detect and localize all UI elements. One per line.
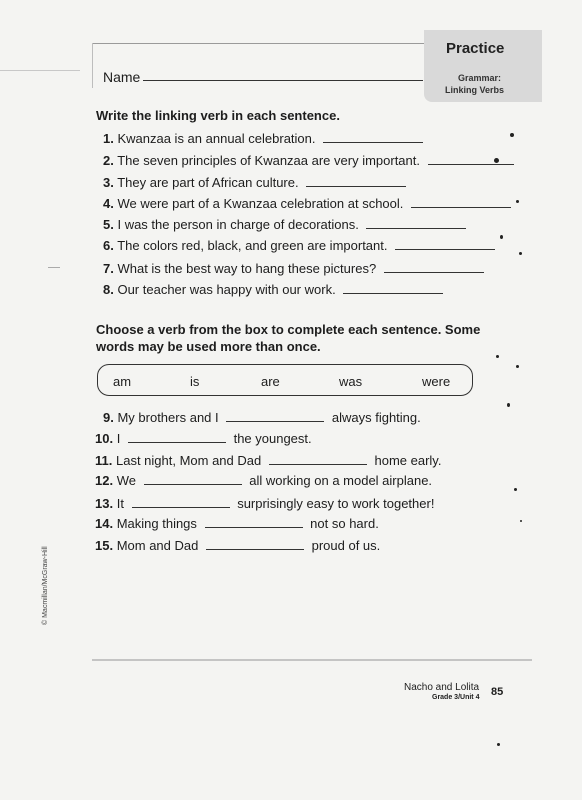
scan-speck xyxy=(516,365,519,368)
item-number: 8. xyxy=(103,282,114,297)
list-item xyxy=(103,410,421,425)
answer-blank[interactable] xyxy=(343,292,443,294)
answer-blank[interactable] xyxy=(411,206,511,208)
answer-blank[interactable] xyxy=(128,441,226,443)
item-number: 3. xyxy=(103,175,114,190)
item-text: Kwanzaa is an annual celebration. xyxy=(117,131,316,146)
name-field[interactable] xyxy=(143,80,423,81)
item-number: 9. xyxy=(103,410,114,425)
list-item xyxy=(103,282,443,297)
item-number: 4. xyxy=(103,196,114,211)
item-text: What is the best way to hang these pictures? xyxy=(117,261,377,276)
list-item xyxy=(95,538,380,553)
answer-blank[interactable] xyxy=(384,271,484,273)
answer-blank[interactable] xyxy=(226,420,324,422)
list-item xyxy=(103,217,466,232)
item-number: 11. xyxy=(95,453,113,468)
practice-subtitle-line1: Grammar: xyxy=(458,73,502,83)
word-box-item: were xyxy=(422,374,451,389)
scan-margin-line xyxy=(0,70,80,71)
story-title: Nacho and Lolita xyxy=(404,682,480,693)
list-item xyxy=(103,238,495,253)
scan-speck xyxy=(500,235,503,239)
item-number: 7. xyxy=(103,261,114,276)
answer-blank[interactable] xyxy=(366,227,466,229)
answer-blank[interactable] xyxy=(132,506,230,508)
scan-speck xyxy=(507,403,510,407)
list-item xyxy=(95,516,379,531)
list-item xyxy=(103,153,514,168)
scan-speck xyxy=(516,200,519,203)
footer-rule xyxy=(92,659,532,661)
practice-subtitle xyxy=(445,72,505,96)
scan-speck xyxy=(519,252,522,255)
word-box-item: was xyxy=(339,374,363,389)
item-number: 13. xyxy=(95,496,114,511)
item-number: 6. xyxy=(103,238,114,253)
item-number: 14. xyxy=(95,516,114,531)
scan-speck xyxy=(496,355,499,358)
item-text: The colors red, black, and green are important. xyxy=(117,238,388,253)
list-item xyxy=(103,175,406,190)
item-text-after: proud of us. xyxy=(311,538,381,553)
section2-instruction-line2: words may be used more than once. xyxy=(96,339,321,354)
list-item xyxy=(95,453,441,468)
item-text-before: It xyxy=(116,496,124,511)
item-text-before: We xyxy=(116,473,136,488)
answer-blank[interactable] xyxy=(205,526,303,528)
list-item xyxy=(95,431,312,446)
item-number: 1. xyxy=(103,131,114,146)
word-box-item: are xyxy=(261,374,280,389)
item-text: The seven principles of Kwanzaa are very important. xyxy=(117,153,420,168)
list-item xyxy=(103,261,484,276)
item-number: 5. xyxy=(103,217,114,232)
copyright-notice: © Macmillan/McGraw-Hill xyxy=(42,546,49,625)
answer-blank[interactable] xyxy=(269,463,367,465)
page-number: 85 xyxy=(491,686,504,698)
item-text-after: always fighting. xyxy=(331,410,421,425)
item-text-after: home early. xyxy=(374,453,442,468)
header-left-rule xyxy=(92,43,93,88)
answer-blank[interactable] xyxy=(323,141,423,143)
practice-subtitle-line2: Linking Verbs xyxy=(445,85,505,95)
item-text-before: Mom and Dad xyxy=(116,538,199,553)
item-text-after: all working on a model airplane. xyxy=(249,473,433,488)
item-text-before: I xyxy=(116,431,121,446)
scan-speck xyxy=(514,488,517,491)
scan-speck xyxy=(520,520,522,522)
answer-blank[interactable] xyxy=(144,483,242,485)
scan-speck xyxy=(494,158,499,163)
word-box-item: is xyxy=(190,374,200,389)
list-item xyxy=(95,496,434,511)
item-text-after: the youngest. xyxy=(233,431,312,446)
item-number: 10. xyxy=(95,431,114,446)
list-item xyxy=(103,131,423,146)
scan-speck xyxy=(510,133,514,137)
scan-mark xyxy=(48,267,60,268)
answer-blank[interactable] xyxy=(306,185,406,187)
name-label: Name xyxy=(103,69,141,85)
section2-instruction-line1: Choose a verb from the box to complete each sentence. Some xyxy=(96,322,481,337)
item-text: Our teacher was happy with our work. xyxy=(117,282,336,297)
item-text: I was the person in charge of decorations. xyxy=(117,217,359,232)
item-text-before: Last night, Mom and Dad xyxy=(115,453,262,468)
scan-speck xyxy=(497,743,500,746)
item-text-before: Making things xyxy=(116,516,197,531)
item-text-after: not so hard. xyxy=(310,516,379,531)
section1-instruction: Write the linking verb in each sentence. xyxy=(96,108,340,123)
word-box xyxy=(97,364,473,396)
practice-title: Practice xyxy=(446,40,505,57)
item-text: We were part of a Kwanzaa celebration at school. xyxy=(117,196,404,211)
word-box-item: am xyxy=(113,374,132,389)
list-item xyxy=(103,196,511,211)
answer-blank[interactable] xyxy=(428,163,514,165)
list-item xyxy=(95,473,432,488)
item-number: 12. xyxy=(95,473,114,488)
item-number: 15. xyxy=(95,538,114,553)
answer-blank[interactable] xyxy=(395,248,495,250)
item-text-after: surprisingly easy to work together! xyxy=(237,496,435,511)
item-text-before: My brothers and I xyxy=(117,410,219,425)
item-text: They are part of African culture. xyxy=(117,175,299,190)
grade-unit: Grade 3/Unit 4 xyxy=(432,694,480,701)
answer-blank[interactable] xyxy=(206,548,304,550)
item-number: 2. xyxy=(103,153,114,168)
